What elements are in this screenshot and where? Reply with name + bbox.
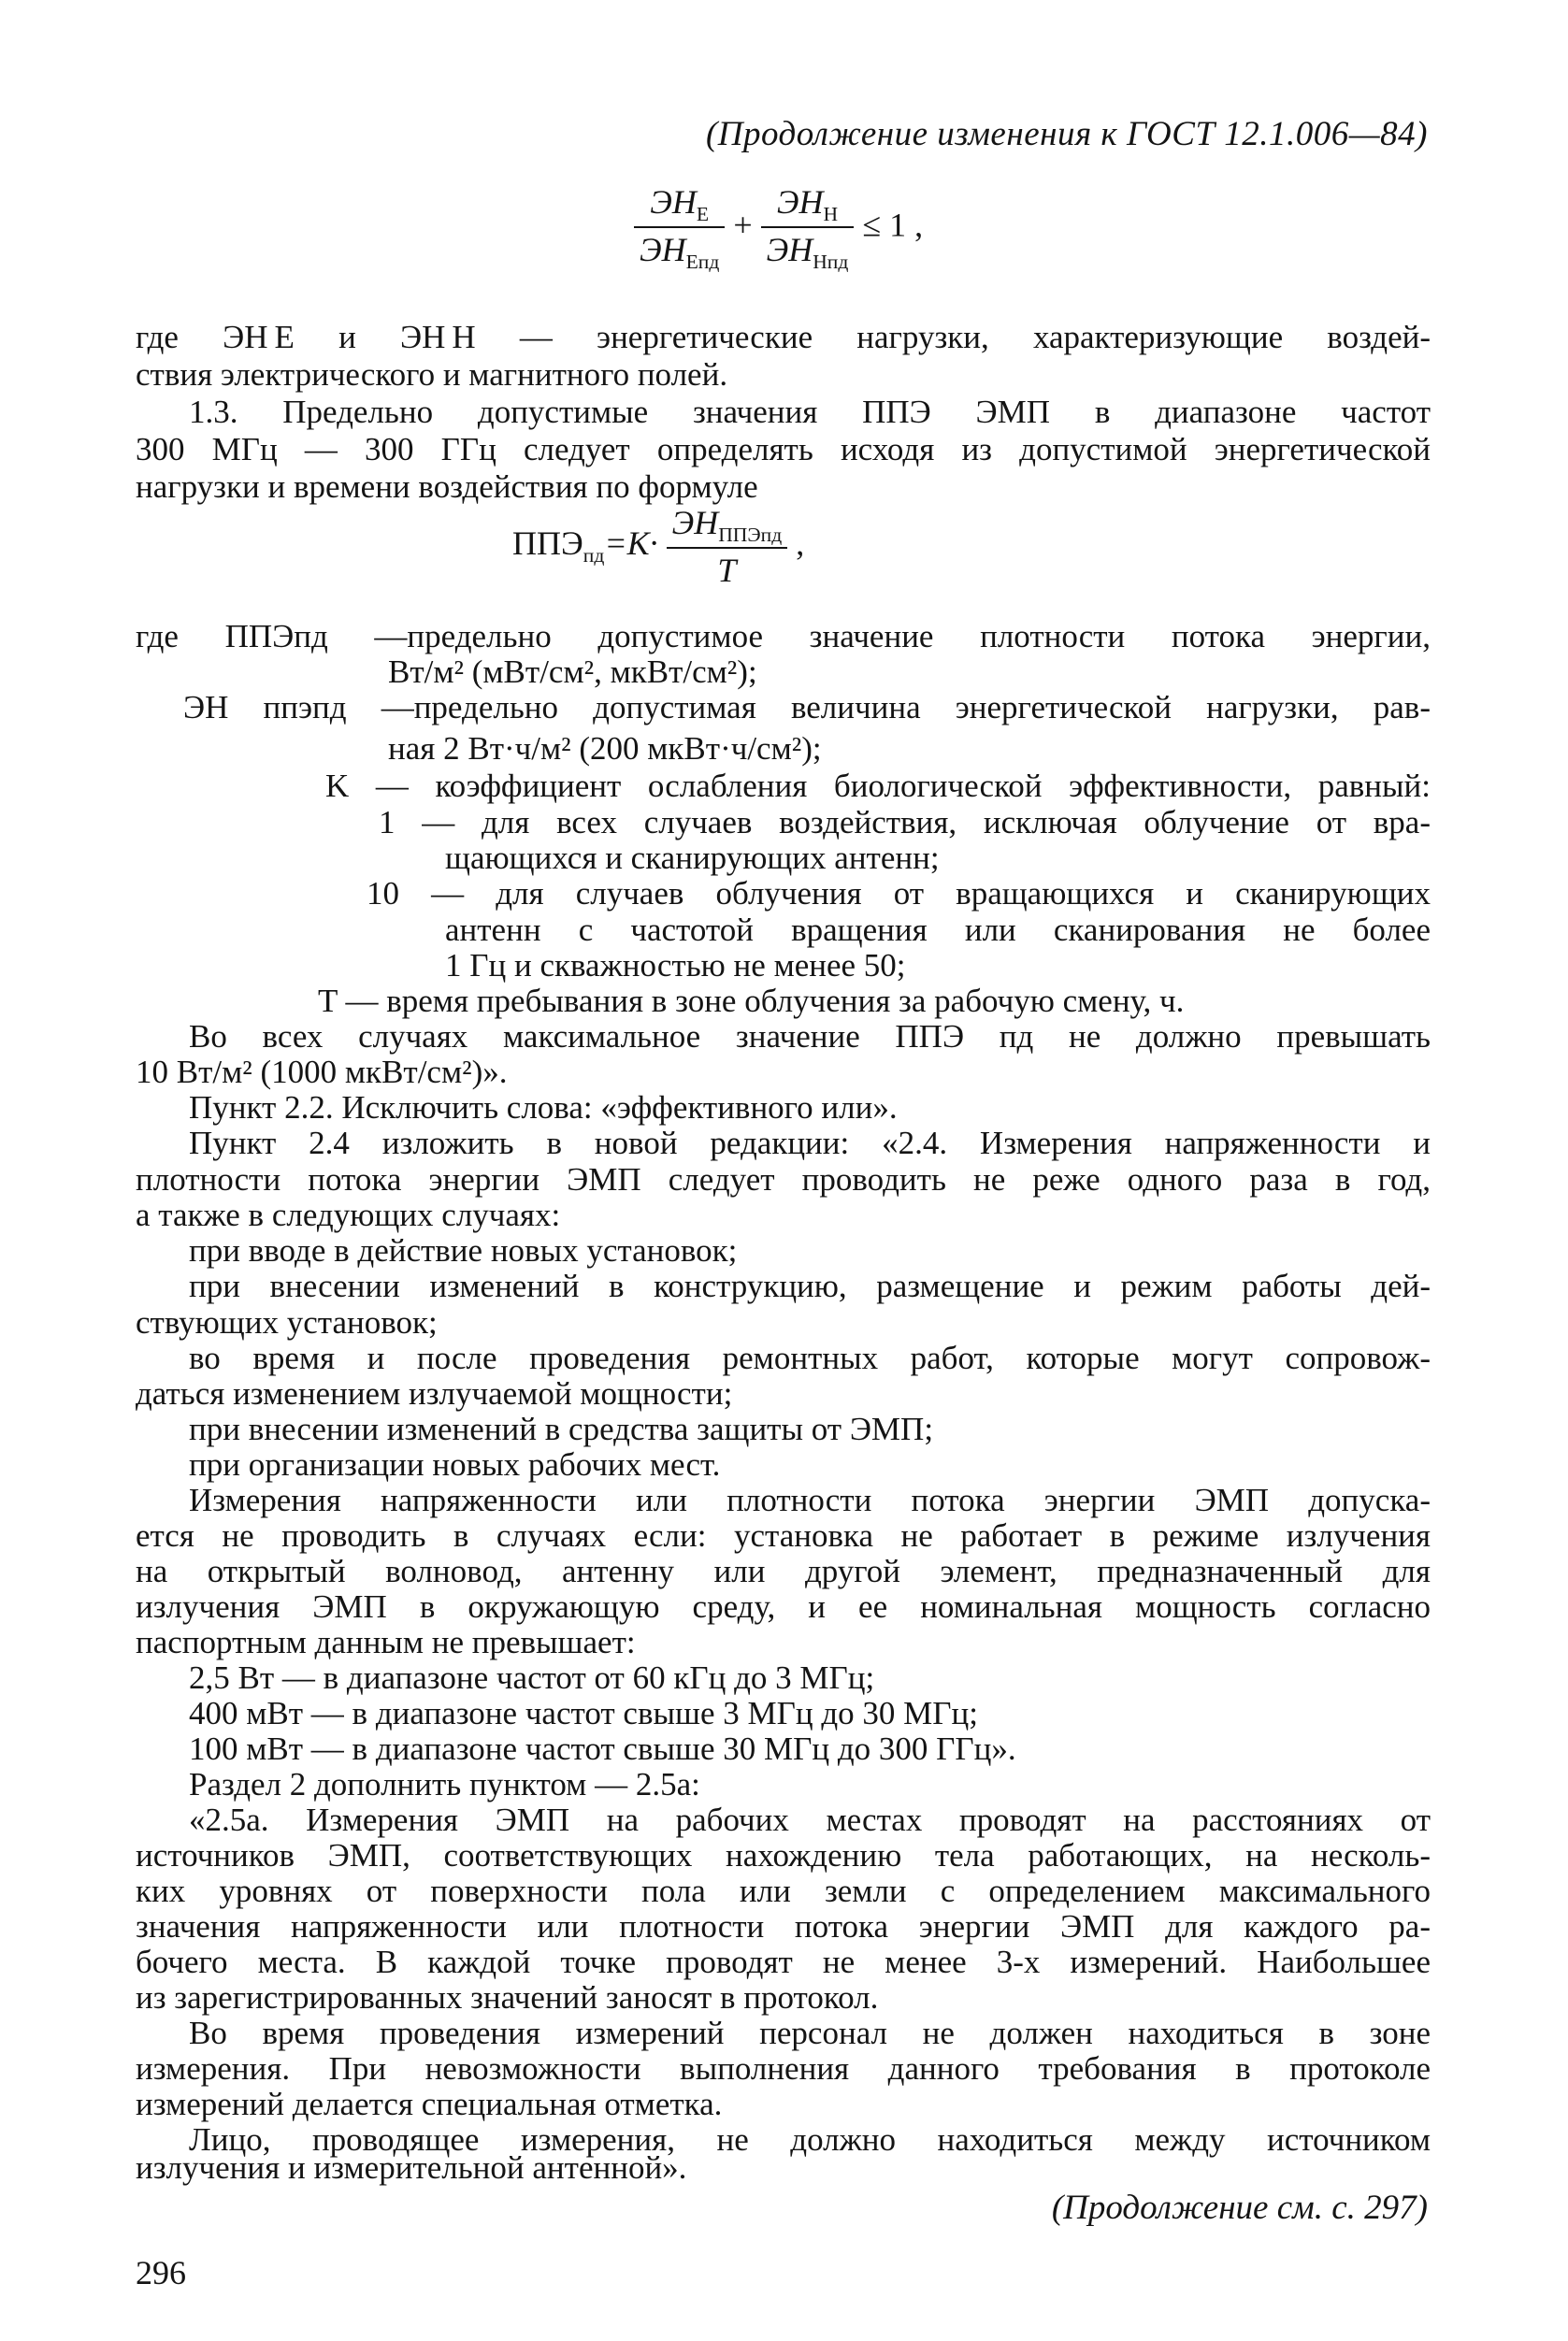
paragraph-line: Раздел 2 дополнить пунктом — 2.5а: <box>189 1766 700 1802</box>
paragraph-line: ких уровнях от поверхности пола или земли с определением максимального <box>136 1873 1431 1909</box>
paragraph-line: а также в следующих случаях: <box>136 1197 561 1233</box>
paragraph-line: Во всех случаях максимальное значение ППЭ пд не должно превышать <box>189 1018 1431 1055</box>
paragraph-line: во время и после проведения ремонтных работ, которые могут сопровож- <box>189 1340 1431 1376</box>
definition-line: T — время пребывания в зоне облучения за рабочую смену, ч. <box>318 983 1185 1019</box>
paragraph-line: Измерения напряженности или плотности потока энергии ЭМП допуска- <box>189 1482 1431 1518</box>
definition-line: 1 — для всех случаев воздействия, исключая облучение от вра- <box>379 804 1431 840</box>
paragraph-line: измерения. При невозможности выполнения данного требования в протоколе <box>136 2050 1431 2087</box>
paragraph-line: измерений делается специальная отметка. <box>136 2086 723 2122</box>
paragraph-line: ствия электрического и магнитного полей. <box>136 356 728 393</box>
definition-line: Вт/м² (мВт/см², мкВт/см²); <box>388 653 757 690</box>
paragraph-line: Пункт 2.4 изложить в новой редакции: «2.4. Измерения напряженности и <box>189 1125 1431 1161</box>
paragraph-line: бочего места. В каждой точке проводят не менее 3-х измерений. Наибольшее <box>136 1944 1431 1980</box>
paragraph-line: ствующих установок; <box>136 1304 438 1341</box>
paragraph-line: на открытый волновод, антенну или другой элемент, предназначенный для <box>136 1553 1431 1589</box>
paragraph-line: при организации новых рабочих мест. <box>189 1446 721 1483</box>
formula-energy-load-sum <box>634 182 923 274</box>
definition-line: ЭH ппэпд —предельно допустимая величина энергетической нагрузки, рав- <box>183 689 1431 725</box>
paragraph-line: 300 МГц — 300 ГГц следует определять исходя из допустимой энергетической <box>136 431 1431 467</box>
paragraph-line: 1.3. Предельно допустимые значения ППЭ ЭМП в диапазоне частот <box>189 394 1431 430</box>
definition-line: 10 — для случаев облучения от вращающихся и сканирующих <box>367 875 1431 912</box>
definition-line: где ППЭпд —предельно допустимое значение плотности потока энергии, <box>136 618 1431 654</box>
paragraph-line: где ЭH E и ЭH H — энергетические нагрузки, характеризующие воздей- <box>136 319 1431 355</box>
plus-sign: + <box>733 206 753 244</box>
paragraph-line: плотности потока энергии ЭМП следует проводить не реже одного раза в год, <box>136 1161 1431 1198</box>
continuation-note: (Продолжение см. с. 297) <box>1051 2189 1428 2227</box>
paragraph-line: Пункт 2.2. Исключить слова: «эффективного или». <box>189 1089 898 1126</box>
running-header: (Продолжение изменения к ГОСТ 12.1.006—84) <box>705 115 1428 153</box>
paragraph-line: при вводе в действие новых установок; <box>189 1232 738 1269</box>
fraction-ppe: $\frac{ЭH_{ППЭпд}}{T}$ <box>667 503 788 590</box>
relation: ≤ 1 , <box>862 206 924 244</box>
formula-ppe-limit: $ППЭ_{пд}=K\cdot$ $\frac{ЭH_{ППЭпд}}{T}$ , <box>512 504 805 590</box>
definition-line: щающихся и сканирующих антенн; <box>445 840 940 876</box>
paragraph-line: даться изменением излучаемой мощности; <box>136 1375 733 1412</box>
paragraph-line: Лицо, проводящее измерения, не должно находиться между источником <box>189 2121 1431 2158</box>
paragraph-line: значения напряженности или плотности потока энергии ЭМП для каждого ра- <box>136 1908 1431 1945</box>
paragraph-line: при внесении изменений в средства защиты от ЭМП; <box>189 1411 934 1447</box>
page-number: 296 <box>136 2254 186 2291</box>
paragraph-line: 400 мВт — в диапазоне частот свыше 3 МГц до 30 МГц; <box>189 1695 978 1731</box>
fraction-h: $\frac{ЭH_H}{ЭH_{Hпд}}$ <box>761 182 855 274</box>
paragraph-line: 2,5 Вт — в диапазоне частот от 60 кГц до 3 МГц; <box>189 1659 875 1696</box>
paragraph-line: 10 Вт/м² (1000 мкВт/см²)». <box>136 1054 508 1090</box>
paragraph-line: «2.5а. Измерения ЭМП на рабочих местах проводят на расстояниях от <box>189 1802 1431 1838</box>
definition-line: K — коэффициент ослабления биологической эффективности, равный: <box>325 768 1431 804</box>
fraction-e: $\frac{ЭH_E}{ЭH_{Eпд}}$ <box>634 182 725 274</box>
paragraph-line: паспортным данным не превышает: <box>136 1624 636 1660</box>
definition-line: 1 Гц и скважностью не менее 50; <box>445 947 906 984</box>
paragraph-line: из зарегистрированных значений заносят в протокол. <box>136 1979 879 2016</box>
paragraph-line: нагрузки и времени воздействия по формуле <box>136 468 758 505</box>
definition-line: ная 2 Вт·ч/м² (200 мкВт·ч/см²); <box>388 730 822 767</box>
paragraph-line: при внесении изменений в конструкцию, размещение и режим работы дей- <box>189 1268 1431 1304</box>
paragraph-line: излучения ЭМП в окружающую среду, и ее номинальная мощность согласно <box>136 1588 1431 1625</box>
paragraph-line: ется не проводить в случаях если: установка не работает в режиме излучения <box>136 1517 1431 1554</box>
paragraph-line: излучения и измерительной антенной». <box>136 2149 687 2186</box>
definition-line: антенн с частотой вращения или сканирования не более <box>445 912 1431 948</box>
paragraph-line: Во время проведения измерений персонал не должен находиться в зоне <box>189 2015 1431 2051</box>
paragraph-line: источников ЭМП, соответствующих нахождению тела работающих, на несколь- <box>136 1837 1431 1874</box>
paragraph-line: 100 мВт — в диапазоне частот свыше 30 МГц до 300 ГГц». <box>189 1731 1016 1767</box>
